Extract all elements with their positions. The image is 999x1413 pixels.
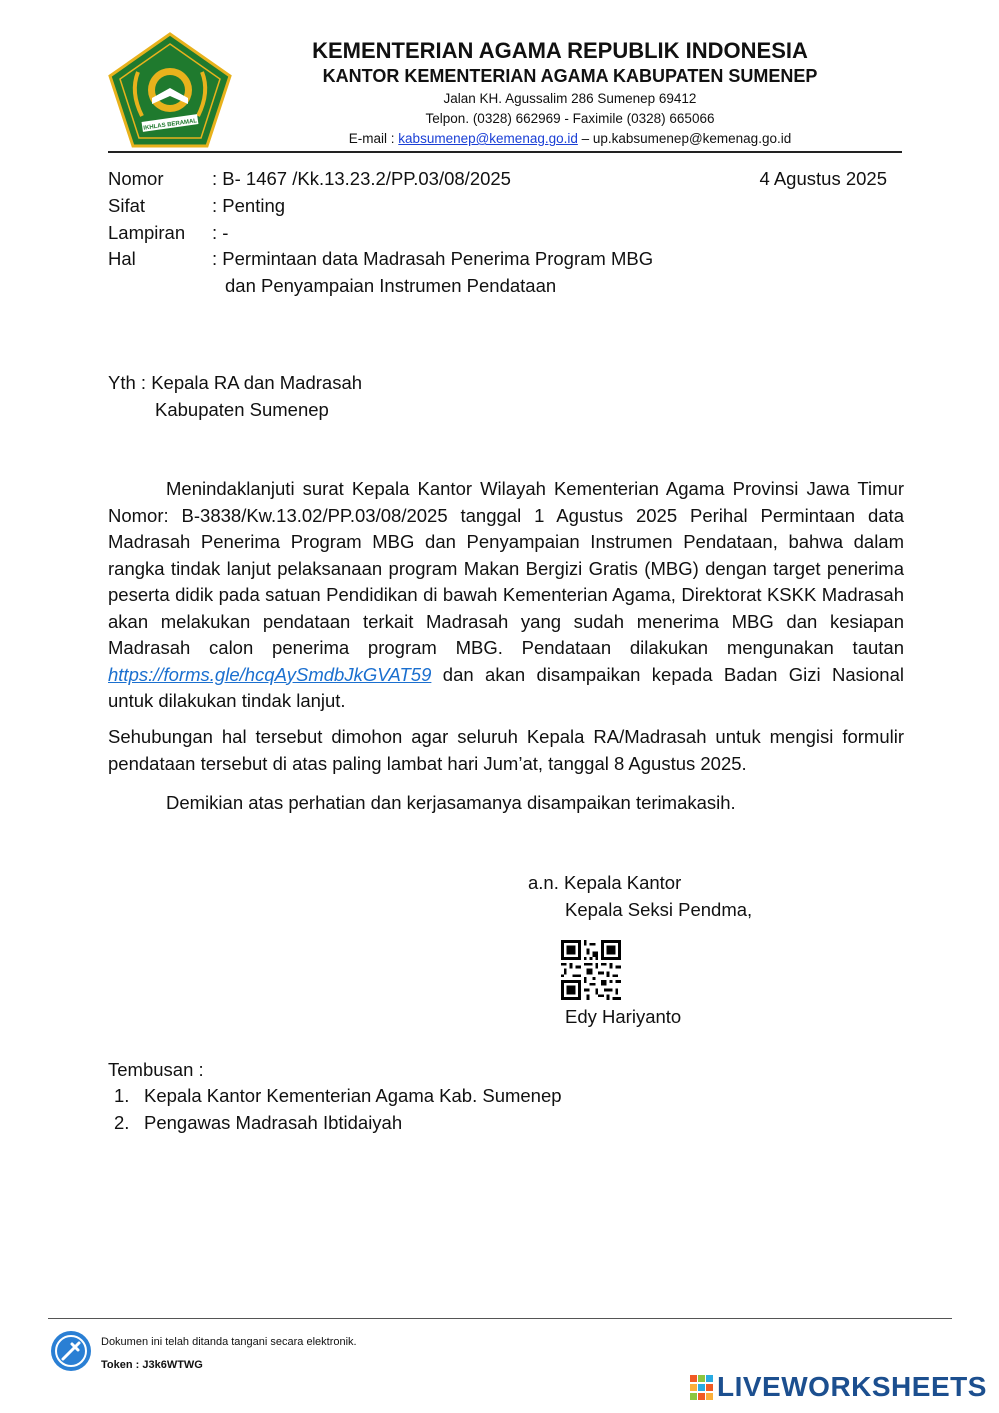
e-signature-icon: [50, 1330, 92, 1372]
header-divider: [108, 151, 902, 153]
recipient-line-1: Yth : Kepala RA dan Madrasah: [108, 372, 363, 393]
tembusan-item-2: Pengawas Madrasah Ibtidaiyah: [144, 1112, 403, 1133]
lampiran-value: : -: [212, 222, 229, 243]
e-signature-token: Token : J3k6WTWG: [101, 1359, 203, 1371]
sifat-label: Sifat: [108, 195, 146, 216]
footer-divider: [48, 1318, 952, 1319]
e-signature-note: Dokumen ini telah ditanda tangani secara elektronik.: [101, 1336, 357, 1348]
qr-code-icon: [561, 940, 621, 1000]
office-phone: Telpon. (0328) 662969 - Faximile (0328) 665066: [425, 111, 715, 126]
liveworksheets-watermark: LIVEWORKSHEETS: [717, 1371, 987, 1402]
signature-line-2: Kepala Seksi Pendma,: [565, 899, 753, 920]
hal-value-2: dan Penyampaian Instrumen Pendataan: [225, 275, 557, 296]
office-email: [240, 131, 900, 146]
recipient-line-2: Kabupaten Sumenep: [155, 399, 329, 420]
body-paragraph-1: [108, 476, 904, 715]
ministry-title: KEMENTERIAN AGAMA REPUBLIK INDONESIA: [312, 38, 808, 63]
tembusan-label: Tembusan :: [108, 1059, 204, 1080]
signatory-name: Edy Hariyanto: [565, 1006, 682, 1027]
body-paragraph-3: Demikian atas perhatian dan kerjasamanya disampaikan terimakasih.: [166, 792, 736, 813]
p1-tail: dan akan disampaikan kepada Badan Gizi Nasional untuk dilakukan tindak lanjut.: [108, 663, 904, 711]
letter-date: 4 Agustus 2025: [759, 168, 887, 189]
tembusan-item-2-number: 2.: [114, 1112, 130, 1133]
email-prefix: E-mail :: [348, 131, 399, 146]
p1-text: Menindaklanjuti surat Kepala Kantor Wilayah Kementerian Agama Provinsi Jawa Timur Nomor: B-3838/Kw.13.02/PP.03/08/2025 tanggal 1 Agustus 2025 Perihal Permintaan data Madrasah Penerima Program MBG dan Penyampaian Instrumen Pendataan, bahwa dalam rangka tindak lanjut pelaksanaan program Makan Bergizi Gratis (MBG) dengan target penerima peserta didik pada satuan Pendidikan di bawah Kementerian Agama, Direktorat KSKK Madrasah akan melakukan pendataan terkait Madrasah yang sudah menerima MBG dan kesiapan Madrasah calon penerima program MBG. Pendataan dilakukan mengunakan tautan: [108, 478, 904, 658]
office-subtitle: KANTOR KEMENTERIAN AGAMA KABUPATEN SUMENEP: [322, 66, 818, 86]
hal-label: Hal: [108, 248, 136, 269]
tembusan-item-1-number: 1.: [114, 1085, 130, 1106]
sifat-value: : Penting: [212, 195, 286, 216]
tembusan-item-1: Kepala Kantor Kementerian Agama Kab. Sumenep: [144, 1085, 562, 1106]
office-address: Jalan KH. Agussalim 286 Sumenep 69412: [443, 91, 697, 106]
email-link[interactable]: kabsumenep@kemenag.go.id: [398, 131, 578, 146]
nomor-label: Nomor: [108, 168, 164, 189]
signature-line-1: a.n. Kepala Kantor: [528, 872, 682, 893]
email-suffix: – up.kabsumenep@kemenag.go.id: [577, 131, 792, 146]
lampiran-label: Lampiran: [108, 222, 186, 243]
body-paragraph-2: Sehubungan hal tersebut dimohon agar seluruh Kepala RA/Madrasah untuk mengisi formulir pendataan tersebut di atas paling lambat hari Jum’at, tanggal 8 Agustus 2025.: [108, 726, 904, 774]
liveworksheets-logo-icon: [690, 1375, 714, 1401]
kemenag-logo: [108, 32, 232, 148]
nomor-value: : B- 1467 /Kk.13.23.2/PP.03/08/2025: [212, 168, 511, 189]
logo-motto: IKHLAS BERAMAL: [143, 118, 198, 132]
hal-value-1: : Permintaan data Madrasah Penerima Program MBG: [212, 248, 654, 269]
form-link[interactable]: https://forms.gle/hcqAySmdbJkGVAT59: [108, 663, 432, 685]
